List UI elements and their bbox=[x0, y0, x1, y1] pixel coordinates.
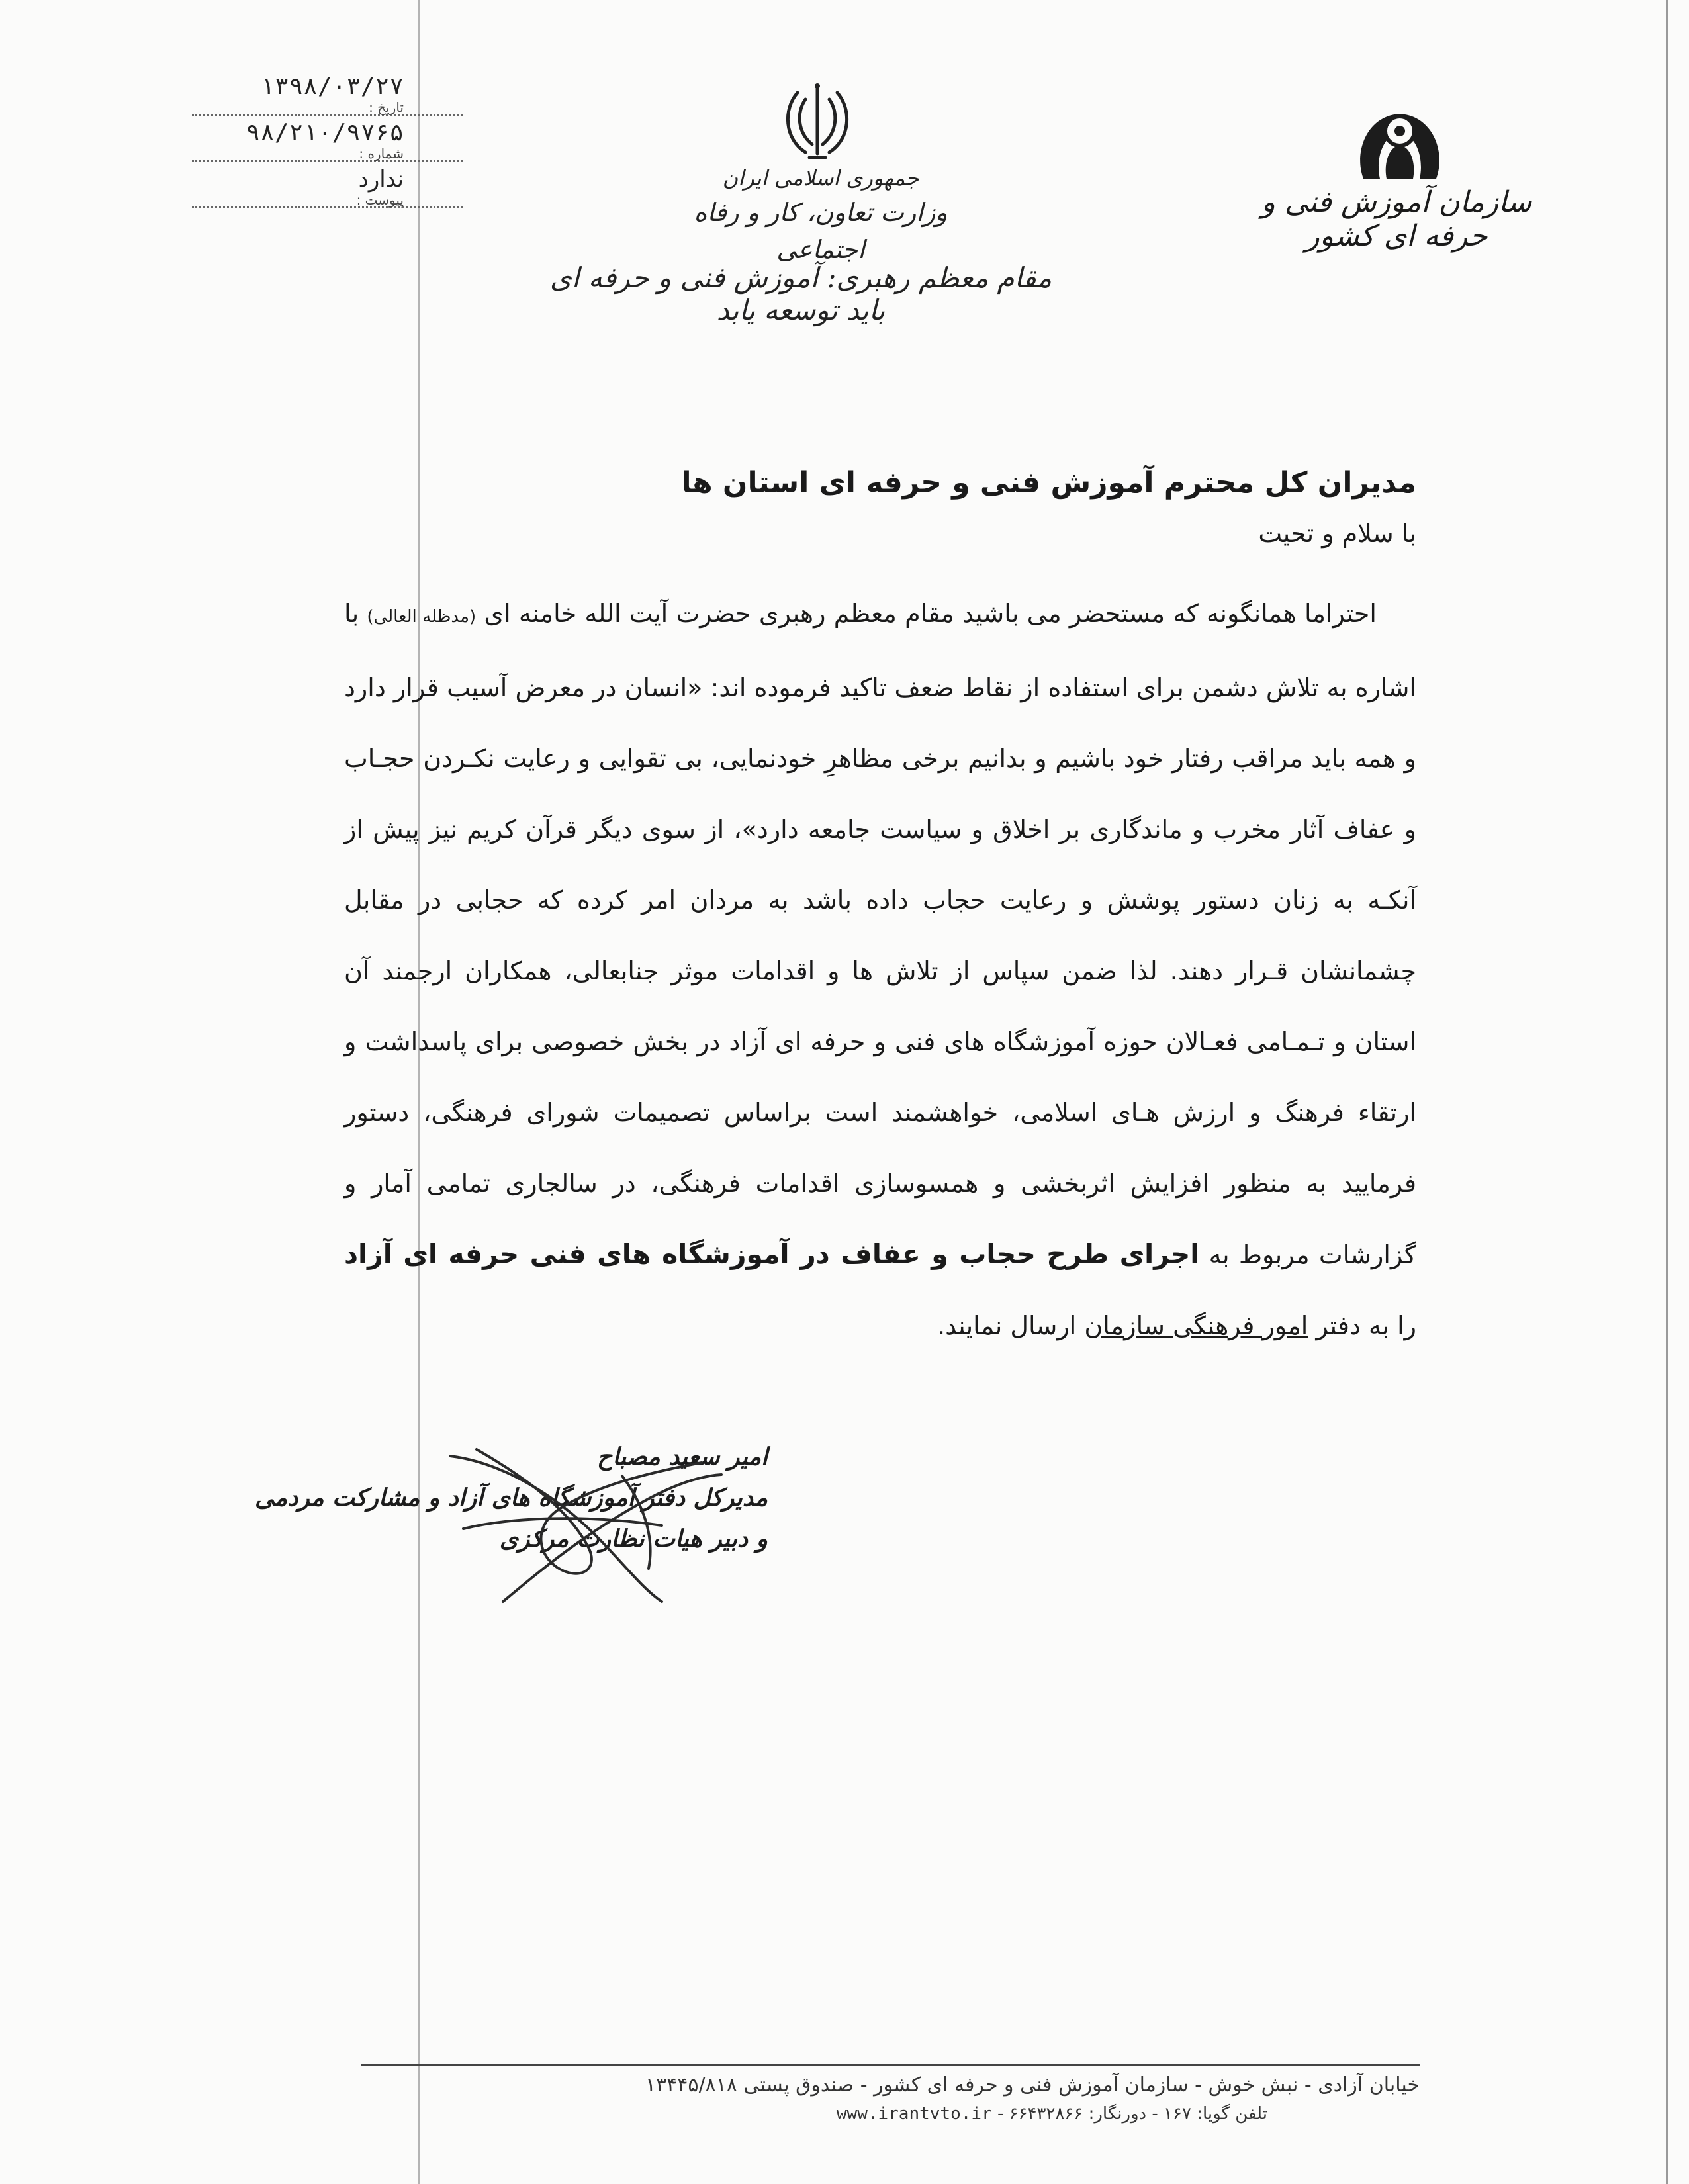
iran-emblem-icon bbox=[778, 79, 857, 165]
letter-body bbox=[344, 463, 1416, 1361]
paragraph-mid: را به دفتر bbox=[1316, 1311, 1416, 1340]
ministry-name: وزارت تعاون، کار و رفاه اجتماعی bbox=[694, 198, 948, 264]
letter-footer bbox=[361, 2070, 1420, 2127]
footer-website: www.irantvto.ir bbox=[836, 2104, 992, 2124]
handwritten-signature bbox=[424, 1436, 874, 1615]
country-name: جمهوری اسلامی ایران bbox=[722, 165, 919, 191]
letter-addressee: مدیران کل محترم آموزش فنی و حرفه ای استان ها bbox=[681, 466, 1416, 500]
scan-edge-line bbox=[1666, 0, 1668, 2184]
signer-title-1: مدیرکل دفتر آموزشگاه های آزاد و مشارکت مردمی bbox=[255, 1484, 768, 1512]
number-row bbox=[246, 119, 404, 165]
footer-phone: تلفن گویا: ۱۶۷ - دورنگار: ۶۶۴۳۲۸۶۶ - bbox=[997, 2104, 1267, 2124]
attachment-row bbox=[251, 165, 404, 212]
letter-paragraph bbox=[344, 578, 1416, 1361]
footer-contact bbox=[361, 2101, 1420, 2127]
footer-address: خیابان آزادی - نبش خوش - سازمان آموزش فنی و حرفه ای کشور - صندوق پستی ۱۳۴۴۵/۸۱۸ bbox=[645, 2073, 1420, 2097]
number-label: شماره : bbox=[192, 147, 463, 162]
underlined-office: امور فرهنگی سازمان bbox=[1084, 1311, 1308, 1340]
letter-meta bbox=[246, 73, 404, 212]
signer-name: امیر سعید مصباح bbox=[597, 1443, 768, 1471]
bold-subject: اجرای طرح حجاب و عفاف در آموزشگاه های فنی حرفه ای آزاد bbox=[344, 1238, 1200, 1270]
signature-block bbox=[255, 1436, 874, 1615]
leader-motto: مقام معظم رهبری: آموزش فنی و حرفه ای باید توسعه یابد bbox=[549, 261, 1052, 326]
paragraph-end: ارسال نمایند. bbox=[937, 1311, 1077, 1340]
government-header bbox=[662, 162, 980, 268]
footer-rule bbox=[361, 2064, 1420, 2066]
date-value: ۱۳۹۸/۰۳/۲۷ bbox=[260, 73, 404, 100]
attachment-value: ندارد bbox=[358, 166, 404, 193]
letter-greeting: با سلام و تحیت bbox=[1258, 519, 1416, 548]
signer-title-2: و دبیر هیات نظارت مرکزی bbox=[499, 1525, 768, 1553]
date-row bbox=[251, 73, 404, 119]
honorific-small: (مدظله العالی) bbox=[367, 607, 477, 627]
date-label: تاریخ : bbox=[192, 101, 463, 116]
paragraph-main: با اشاره به تلاش دشمن برای استفاده از نقاط ضعف تاکید فرموده اند: «انسان در معرض آسیب قرار دارد و همه باید مراقب رفتار خود باشیم و بدانیم برخی مظاهرِ خودنمایی، بی تقوایی و رعایت نکـردن حجـاب و عفاف آثار مخرب و ماندگاری بر اخلاق و سیاست جامعه دارد»، از سوی دیگر قرآن کریم نیز پیش از آنکـه به زنان دستور پوشش و رعایت حجاب داده باشد به مردان امر کرده که حجابی در مقابل چشمانشان قـرار دهند. لذا ضمن سپاس از تلاش ها و اقدامات موثر جنابعالی، همکاران ارجمند آن استان و تـمـامی فعـالان حوزه آموزشگاه های فنی و حرفه ای آزاد در بخش خصوصی برای پاسداشت و ارتقاء فرهنگ و ارزش هـای اسلامی، خواهشمند است براساس تصمیمات شورای فرهنگی، دستور فرمایید به منظور افزایش اثربخشی و همسوسازی اقدامات فرهنگی، در سالجاری تمامی آمار و گزارشات مربوط به bbox=[344, 599, 1416, 1269]
organization-logo-icon bbox=[1350, 106, 1449, 185]
organization-name: سازمان آموزش فنی و حرفه ای کشور bbox=[1261, 185, 1532, 253]
number-value: ۹۸/۲۱۰/۹۷۶۵ bbox=[246, 119, 404, 146]
paragraph-opening: احتراما همانگونه که مستحضر می باشید مقام معظم رهبری حضرت آیت الله خامنه ای bbox=[484, 599, 1377, 628]
attachment-label: پیوست : bbox=[192, 193, 463, 208]
